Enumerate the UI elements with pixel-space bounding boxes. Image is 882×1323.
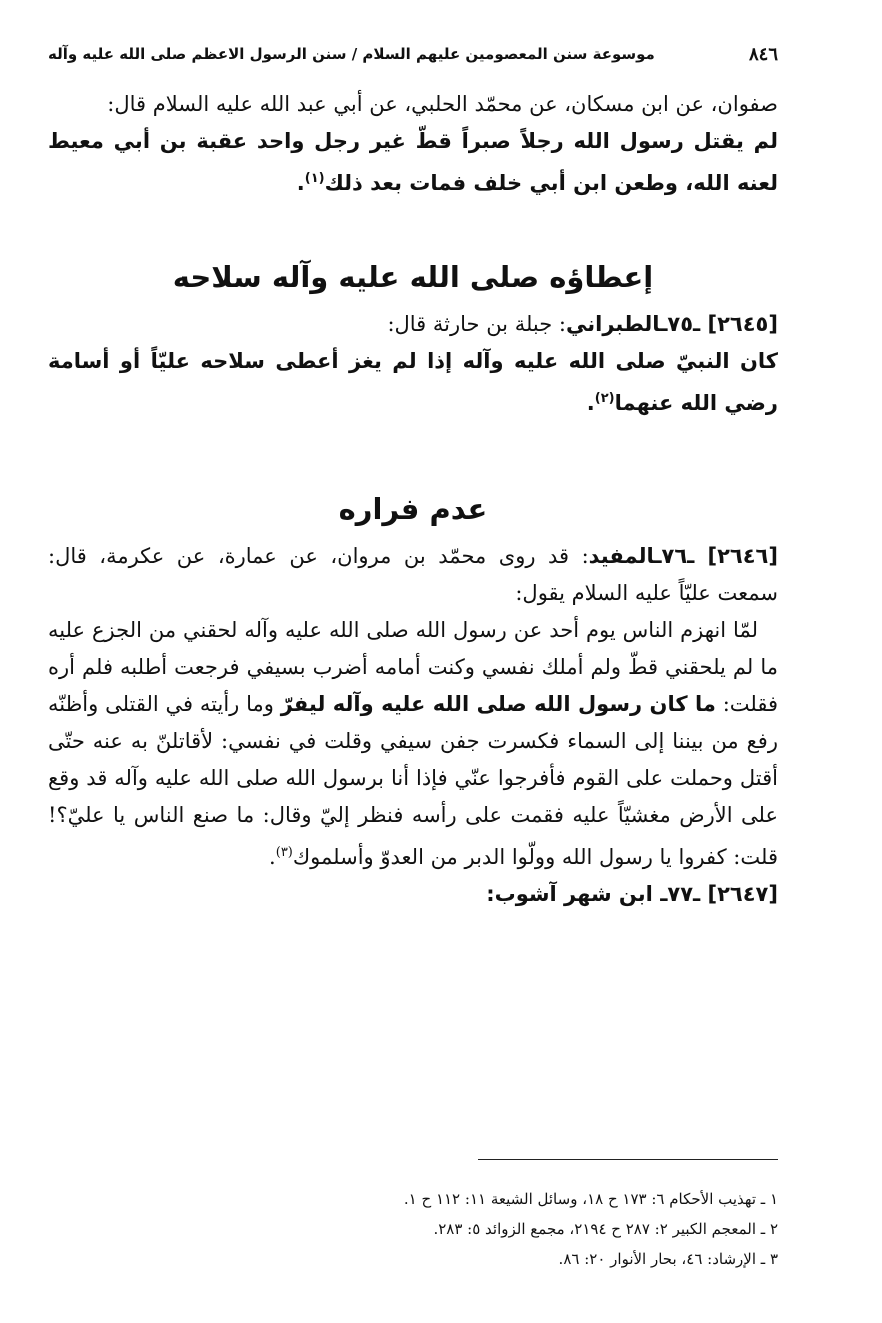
hadith-2646 xyxy=(48,538,778,876)
page-header xyxy=(48,34,778,74)
footnote-ref-3: (٣) xyxy=(275,845,293,860)
section-title-not-fleeing: عدم فراره xyxy=(338,492,488,526)
intro-chain: صفوان، عن ابن مسكان، عن محمّد الحلبي، عن أبي عبد الله عليه السلام قال: xyxy=(107,92,778,116)
hadith-2645-chain: [٢٦٤٥] ـ٧٥ـالطبراني: جبلة بن حارثة قال: xyxy=(387,312,778,336)
footnote-ref-2: (٢) xyxy=(594,391,615,406)
footnote-3: ٣ ـ الإرشاد: ٤٦، بحار الأنوار ٢٠: ٨٦. xyxy=(558,1250,778,1268)
hadith-source: الطبراني xyxy=(565,312,661,336)
hadith-2645 xyxy=(48,306,778,422)
hadith-2646-bold-phrase: ما كان رسول الله صلى الله عليه وآله ليفرّ xyxy=(280,692,716,716)
footnote-1: ١ ـ تهذيب الأحكام ٦: ١٧٣ ح ١٨، وسائل الشيعة ١١: ١١٢ ح ١. xyxy=(403,1190,778,1208)
footnote-separator xyxy=(478,1159,778,1160)
book-page xyxy=(48,34,778,1323)
page-number: ٨٤٦ xyxy=(748,43,778,65)
hadith-number: [٢٦٤٦] ـ٧٦ـ xyxy=(654,544,778,568)
section-title-weapon: إعطاؤه صلى الله عليه وآله سلاحه xyxy=(172,260,654,294)
running-title: موسوعة سنن المعصومين عليهم السلام / سنن الرسول الاعظم صلى الله عليه وآله xyxy=(48,45,655,63)
hadith-2646-text: لمّا انهزم الناس يوم أحد عن رسول الله صلى الله عليه وآله لحقني من الجزع عليه ما لم يلحقني قطّ ولم أملك نفسي وكنت أمامه أضرب بسيفي فرجعت أطلبه فلم أره فقلت: ما كان رسول الله صلى الله عليه وآله ليفرّ وما رأيته في القتلى وأظنّه رفع من بيننا إلى السماء فكسرت جفن سيفي وقلت في نفسي: لأقاتلنّ به عنه حتّى أقتل وحملت على القوم فأفرجوا عنّي فإذا أنا برسول الله صلى الله عليه وآله قد وقع على الأرض مغشيّاً عليه فقمت على رأسه فنظر إليّ وقال: ما صنع الناس يا عليّ؟! قلت: كفروا يا رسول الله وولّوا الدبر من العدوّ وأسلموك$^{(٣)}$. xyxy=(48,618,778,869)
hadith-number: [٢٦٤٥] ـ٧٥ـ xyxy=(660,312,778,336)
intro-block xyxy=(48,86,778,202)
hadith-source: المفيد xyxy=(588,544,655,568)
hadith-2645-text: كان النبيّ صلى الله عليه وآله إذا لم يغز أعطى سلاحه عليّاً أو أسامة رضي الله عنهما$^{(٢)}$. xyxy=(48,349,778,415)
hadith-2647-heading: [٢٦٤٧] ـ٧٧ـ ابن شهر آشوب: xyxy=(486,882,778,906)
footnotes xyxy=(48,1184,778,1274)
footnote-ref-1: (١) xyxy=(304,171,325,186)
footnote-2: ٢ ـ المعجم الكبير ٢: ٢٨٧ ح ٢١٩٤، مجمع الزوائد ٥: ٢٨٣. xyxy=(433,1220,778,1238)
intro-text: لم يقتل رسول الله رجلاً صبراً قطّ غير رجل واحد عقبة بن أبي معيط لعنه الله، وطعن ابن أبي خلف فمات بعد ذلك$^{(١)}$. xyxy=(48,129,778,195)
hadith-2646-chain: [٢٦٤٦] ـ٧٦ـالمفيد: قد روى محمّد بن مروان، عن عمارة، عن عكرمة، قال: سمعت عليّاً عليه السلام يقول: xyxy=(48,544,778,605)
